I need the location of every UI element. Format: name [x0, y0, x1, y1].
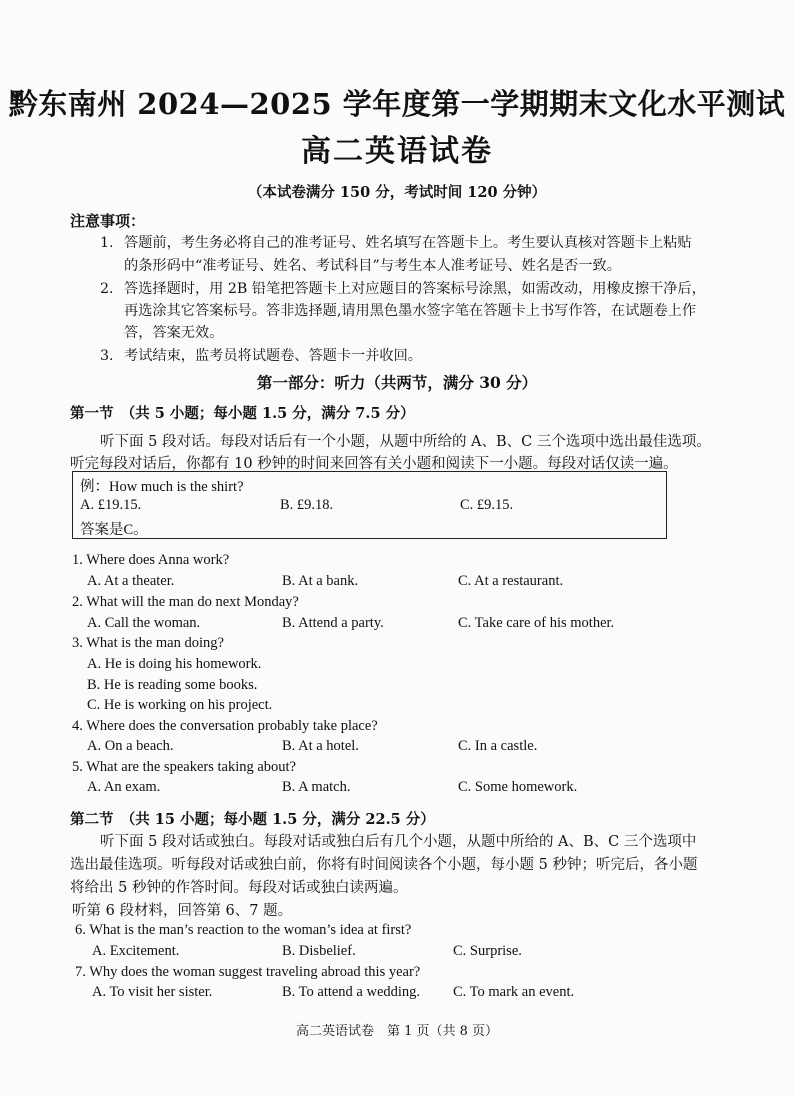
question-5-option-b: B. A match.: [282, 779, 351, 795]
question-1-option-a: A. At a theater.: [87, 573, 175, 589]
question-7-option-c: C. To mark an event.: [453, 984, 575, 1000]
question-4-option-b: B. At a hotel.: [282, 738, 359, 754]
example-answer: 答案是C。: [80, 522, 148, 538]
page-footer: 高二英语试卷 第 1 页（共 8 页）: [295, 1024, 499, 1039]
note-2-line3: 答，答案无效。: [124, 325, 224, 341]
question-3-option-b: B. He is reading some books.: [87, 677, 258, 693]
notes-heading: 注意事项：: [70, 212, 146, 230]
question-4-option-c: C. In a castle.: [458, 738, 538, 754]
section2-instruction-line2: 选出最佳选项。听每段对话或独白前，你将有时间阅读各个小题，每小题 5 秒钟；听完后，各小题: [70, 857, 698, 873]
question-1-option-c: C. At a restaurant.: [458, 573, 564, 589]
question-7-option-b: B. To attend a wedding.: [282, 984, 421, 1000]
exam-duration-note: （本试卷满分 150 分，考试时间 120 分钟）: [247, 184, 547, 201]
section2-instruction-line3: 将给出 5 秒钟的作答时间。每段对话或独白读两遍。: [70, 880, 408, 896]
question-4: 4. Where does the conversation probably take place?: [72, 718, 378, 734]
example-option-c: C. £9.15.: [460, 497, 514, 513]
note-1-line1: 答题前，考生务必将自己的准考证号、姓名填写在答题卡上。考生要认真核对答题卡上粘贴: [124, 235, 692, 251]
question-7: 7. Why does the woman suggest traveling abroad this year?: [75, 964, 421, 980]
question-6: 6. What is the man’s reaction to the woman’s idea at first?: [75, 922, 412, 938]
question-4-option-a: A. On a beach.: [87, 738, 174, 754]
note-2-line2: 再选涂其它答案标号。答非选择题,请用黑色墨水签字笔在答题卡上书写作答，在试题卷上作: [124, 303, 697, 319]
question-5-option-c: C. Some homework.: [458, 779, 578, 795]
part1-heading: 第一部分：听力（共两节，满分 30 分）: [256, 373, 538, 392]
note-3-number: 3.: [100, 348, 114, 364]
question-2-option-b: B. Attend a party.: [282, 615, 384, 631]
section1-heading: 第一节 （共 5 小题；每小题 1.5 分，满分 7.5 分）: [70, 405, 415, 422]
question-1-option-b: B. At a bank.: [282, 573, 359, 589]
section1-instruction-line2: 听完每段对话后，你都有 10 秒钟的时间来回答有关小题和阅读下一小题。每段对话仅读一遍。: [70, 456, 678, 472]
question-6-option-c: C. Surprise.: [453, 943, 522, 959]
question-2-option-a: A. Call the woman.: [87, 615, 201, 631]
question-1: 1. Where does Anna work?: [72, 552, 230, 568]
note-2-line1: 答选择题时，用 2B 铅笔把答题卡上对应题目的答案标号涂黑，如需改动，用橡皮擦干净后，: [124, 281, 706, 297]
material-6-instruction: 听第 6 段材料，回答第 6、7 题。: [72, 903, 293, 919]
example-option-a: A. £19.15.: [80, 497, 142, 513]
question-6-option-b: B. Disbelief.: [282, 943, 356, 959]
question-2: 2. What will the man do next Monday?: [72, 594, 299, 610]
question-2-option-c: C. Take care of his mother.: [458, 615, 615, 631]
question-3-option-c: C. He is working on his project.: [87, 697, 273, 713]
note-1-line2: 的条形码中“准考证号、姓名、考试科目”与考生本人准考证号、姓名是否一致。: [124, 258, 621, 274]
example-option-b: B. £9.18.: [280, 497, 334, 513]
question-3-option-a: A. He is doing his homework.: [87, 656, 262, 672]
exam-subject-title: 高二英语试卷: [301, 134, 493, 169]
note-3-line1: 考试结束，监考员将试题卷、答题卡一并收回。: [124, 348, 422, 364]
section2-instruction-line1: 听下面 5 段对话或独白。每段对话或独白后有几个小题，从题中所给的 A、B、C 三个选项中: [100, 834, 697, 850]
question-3: 3. What is the man doing?: [72, 635, 224, 651]
section1-instruction-line1: 听下面 5 段对话。每段对话后有一个小题，从题中所给的 A、B、C 三个选项中选出最佳选项。: [100, 434, 711, 450]
example-question: 例：How much is the shirt?: [80, 479, 244, 495]
note-2-number: 2.: [100, 281, 114, 297]
note-1-number: 1.: [100, 235, 114, 251]
question-5: 5. What are the speakers taking about?: [72, 759, 296, 775]
question-5-option-a: A. An exam.: [87, 779, 161, 795]
question-7-option-a: A. To visit her sister.: [92, 984, 213, 1000]
section2-heading: 第二节 （共 15 小题；每小题 1.5 分，满分 22.5 分）: [70, 811, 435, 828]
exam-title: 黔东南州 2024—2025 学年度第一学期期末文化水平测试: [8, 87, 786, 121]
question-6-option-a: A. Excitement.: [92, 943, 180, 959]
